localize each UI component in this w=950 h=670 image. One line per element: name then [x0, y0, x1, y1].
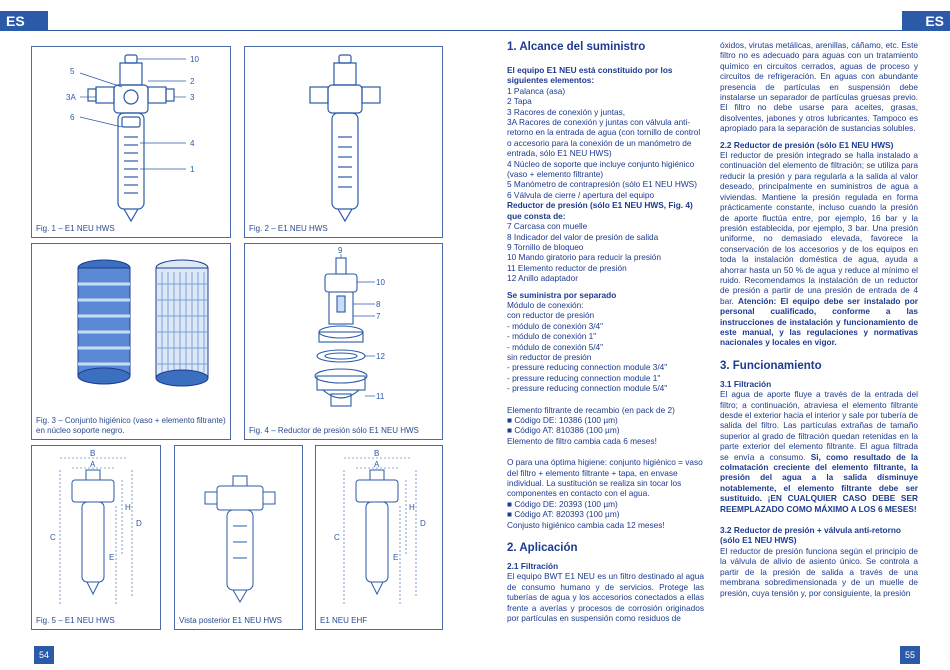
section-title-application: 2. Aplicación [507, 542, 578, 555]
figure-3 [31, 243, 231, 440]
spare-line: Elemento filtrante de recambio (en pack de 2) [507, 404, 675, 415]
paragraph: El equipo BWT E1 NEU es un filtro destinado al agua de consumo humano y de servicios. Protege las tuberías de agua y los accesorios conectados a ellas frente a averías y procesos de corrosión originados por partículas en suspensión como residuos de [507, 571, 704, 624]
reducer-item: 11 Elemento reductor de presión [507, 262, 627, 273]
dimension-label: H [125, 503, 131, 512]
warning-text: Si, como resultado de la colmatación creciente del elemento filtrante, la presión del agua a la salida disminuye notablemente, el elemento filtrante debe ser sustituido. ¡EN CUALQUIER CASO DEBE SER REEMPLAZADO COMO MÁXIMO A LOS 6 MESES! [720, 451, 918, 514]
warning-text: Atención: El equipo debe ser instalado por personal cualificado, conforme a las instrucciones de instalación y funcionamiento de este manual, y las regulaciones y normativas nacionales y locales en vigor. [720, 295, 918, 348]
figure-5 [31, 445, 161, 630]
figure-caption: Fig. 4 – Reductor de presión sólo E1 NEU HWS [249, 426, 419, 435]
scope-item: 1 Palanca (asa) [507, 85, 566, 96]
callout-label: 10 [376, 278, 385, 287]
callout-label: 2 [190, 77, 195, 86]
subsection-title: 2.2 Reductor de presión (sólo E1 NEU HWS) [720, 139, 894, 150]
callout-label: 12 [376, 352, 385, 361]
language-tag-left: ES [0, 11, 48, 31]
dimension-label: A [90, 460, 96, 469]
spare-line: Elemento de filtro cambia cada 6 meses! [507, 435, 657, 446]
reducer-intro: Reductor de presión (sólo E1 NEU HWS, Fig. 4) que consta de: [507, 200, 693, 221]
figure-caption: Fig. 1 – E1 NEU HWS [36, 224, 115, 233]
dimension-label: D [420, 519, 426, 528]
hygiene-set-drawing [32, 244, 231, 440]
paragraph [720, 150, 918, 348]
scope-item: 2 Tapa [507, 96, 532, 107]
paragraph-text: El reductor de presión integrado se halla instalado a continuación del elemento de filtración; se utiliza para reducir la presión y para regularla a la salida al valor deseado, principalmente en suministros de agua a viviendas. Mantiene la presión regulada en forma prácticamente constante, incluso cuando la presión de aporte fluctúa entre, por ejemplo, 16 bar y la presión establecida, por ejemplo, 3 bar. Una presión uniforme, no demasiado elevada, favorece la conservación de los accesorios y de los equipos en toda la instalación doméstica de agua, ayuda a ahorrar hasta un 50 % de agua y reduce al mínimo el ruido. Recomendamos la instalación de un reductor de presión a partir de una presión de entrada de 4 bar. [720, 150, 918, 306]
scope-intro: El equipo E1 NEU está constituido por los siguientes elementos: [507, 65, 673, 86]
spare-line: ■ Código AT: 810386 (100 µm) [507, 425, 620, 436]
page-number-left: 54 [34, 646, 54, 664]
dimension-drawing-fig5 [32, 446, 161, 630]
figure-7 [315, 445, 443, 630]
dimension-label: A [374, 460, 380, 469]
dimension-label: E [109, 553, 115, 562]
callout-label: 3 [190, 93, 195, 102]
separate-line: - pressure reducing connection module 3/4" [507, 362, 668, 373]
paragraph: El reductor de presión funciona según el principio de la válvula de alivio de asiento único. Se controla a partir de la presión de salida a través de una membrana sobredimensionada y de un muelle de presión, cuya tensión y, por consiguiente, la presión [720, 545, 918, 598]
scope-item: 6 Válvula de cierre / apertura del equipo [507, 189, 655, 200]
figure-1 [31, 46, 231, 238]
callout-label: 5 [70, 67, 75, 76]
separate-line: - pressure reducing connection module 1" [507, 372, 661, 383]
subsection-title: 3.1 Filtración [720, 378, 772, 389]
separate-line: - módulo de conexión 5/4" [507, 341, 604, 352]
reducer-item: 9 Tornillo de bloqueo [507, 241, 584, 252]
reducer-item: 12 Anillo adaptador [507, 273, 579, 284]
separate-line: con reductor de presión [507, 310, 595, 321]
subsection-title: 2.1 Filtración [507, 561, 559, 572]
figure-caption: Vista posterior E1 NEU HWS [179, 616, 282, 625]
dimension-label: B [90, 449, 96, 458]
dimension-label: C [334, 533, 340, 542]
dimension-label: D [136, 519, 142, 528]
hygiene-line: ■ Código DE: 20393 (100 µm) [507, 498, 618, 509]
separate-title: Se suministra por separado [507, 289, 617, 300]
callout-label: 6 [70, 113, 75, 122]
hygiene-line: ■ Código AT: 820393 (100 µm) [507, 509, 620, 520]
separate-line: Módulo de conexión: [507, 299, 584, 310]
callout-label: 1 [190, 165, 195, 174]
figure-caption: Fig. 5 – E1 NEU HWS [36, 616, 115, 625]
dimension-label: B [374, 449, 380, 458]
text-column-2 [720, 40, 918, 598]
scope-item: 5 Manómetro de contrapresión (sólo E1 NEU HWS) [507, 179, 697, 190]
text-column-1 [507, 40, 704, 624]
callout-label: 10 [190, 55, 199, 64]
callout-label: 7 [376, 312, 381, 321]
separate-line: sin reductor de presión [507, 351, 592, 362]
rear-view-drawing [175, 446, 303, 630]
pressure-reducer-drawing [245, 244, 443, 440]
page-number-right: 55 [900, 646, 920, 664]
paragraph: óxidos, virutas metálicas, arenillas, cáñamo, etc. Este filtro no es adecuado para aguas con un tratamiento químico en circuitos cerrados, aguas de proceso y circuitos de refrigeración. En aguas con abundante presencia de partículas en suspensión debe instalarse un separador de partículas gruesas previo. El filtro no debe usarse para aceites, grasas, disolventes, jabones y otros lubricantes. Tampoco es apropiado para la separación de sustancias solubles. [720, 40, 918, 134]
hygiene-line: Conjusto higiénico cambia cada 12 meses! [507, 519, 665, 530]
section-title-scope: 1. Alcance del suministro [507, 41, 646, 53]
figure-2 [244, 46, 443, 238]
dimension-drawing-fig7 [316, 446, 443, 630]
callout-label: 8 [376, 300, 381, 309]
reducer-item: 8 Indicador del valor de presión de salida [507, 231, 659, 242]
spare-line: ■ Código DE: 10386 (100 µm) [507, 415, 618, 425]
separate-line: - pressure reducing connection module 5/4" [507, 383, 668, 394]
figure-6 [174, 445, 303, 630]
language-tag-right: ES [902, 11, 950, 31]
paragraph-text: El agua de aporte fluye a través de la entrada del filtro; a continuación, atraviesa el elemento filtrante desde el exterior hacia el interior y sale por tubería de salida del filtro. Las partículas extrañas de tamaño superior al grado de filtración quedan retenidas en la parte exterior del elemento filtrante. El agua filtrada se envía a consumo. [720, 389, 918, 462]
section-title-operation: 3. Funcionamiento [720, 359, 822, 372]
paragraph [720, 389, 918, 514]
reducer-item: 7 Carcasa con muelle [507, 221, 588, 232]
scope-item: 3 Racores de conexión y juntas, [507, 106, 626, 117]
dimension-label: H [409, 503, 415, 512]
dimension-label: E [393, 553, 399, 562]
subsection-title: 3.2 Reductor de presión + válvula anti-retorno (sólo E1 NEU HWS) [720, 525, 901, 546]
scope-item: 3A Racores de conexión y juntas con válvula anti-retorno en la entrada de agua (con tornillo de control o accesorio para la conexión de un manómetro de entrada, sólo E1 NEU HWS) [507, 117, 701, 159]
separate-line: - módulo de conexión 3/4" [507, 320, 604, 331]
figure-4 [244, 243, 443, 440]
header-rule [0, 30, 950, 31]
separate-line: - módulo de conexión 1" [507, 331, 597, 342]
figure-caption: Fig. 2 – E1 NEU HWS [249, 224, 328, 233]
filter-drawing-fig2 [245, 47, 443, 238]
dimension-label: C [50, 533, 56, 542]
callout-label: 3A [66, 93, 76, 102]
hygiene-line: O para una óptima higiene: conjunto higiénico = vaso del filtro + elemento filtrante + tapa, en envase individual. La sustitución se realiza sin tocar los componentes en contacto con el agua. [507, 457, 703, 499]
callout-label: 4 [190, 139, 195, 148]
figure-caption: Fig. 3 – Conjunto higiénico (vaso + elemento filtrante) en núcleo soporte negro. [36, 416, 226, 435]
figure-caption: E1 NEU EHF [320, 616, 368, 625]
callout-label: 11 [376, 392, 385, 401]
filter-drawing-fig1 [32, 47, 231, 238]
callout-label: 9 [338, 246, 343, 255]
reducer-item: 10 Mando giratorio para reducir la presión [507, 252, 662, 263]
scope-item: 4 Núcleo de soporte que incluye conjunto higiénico (vaso + elemento filtrante) [507, 158, 695, 180]
